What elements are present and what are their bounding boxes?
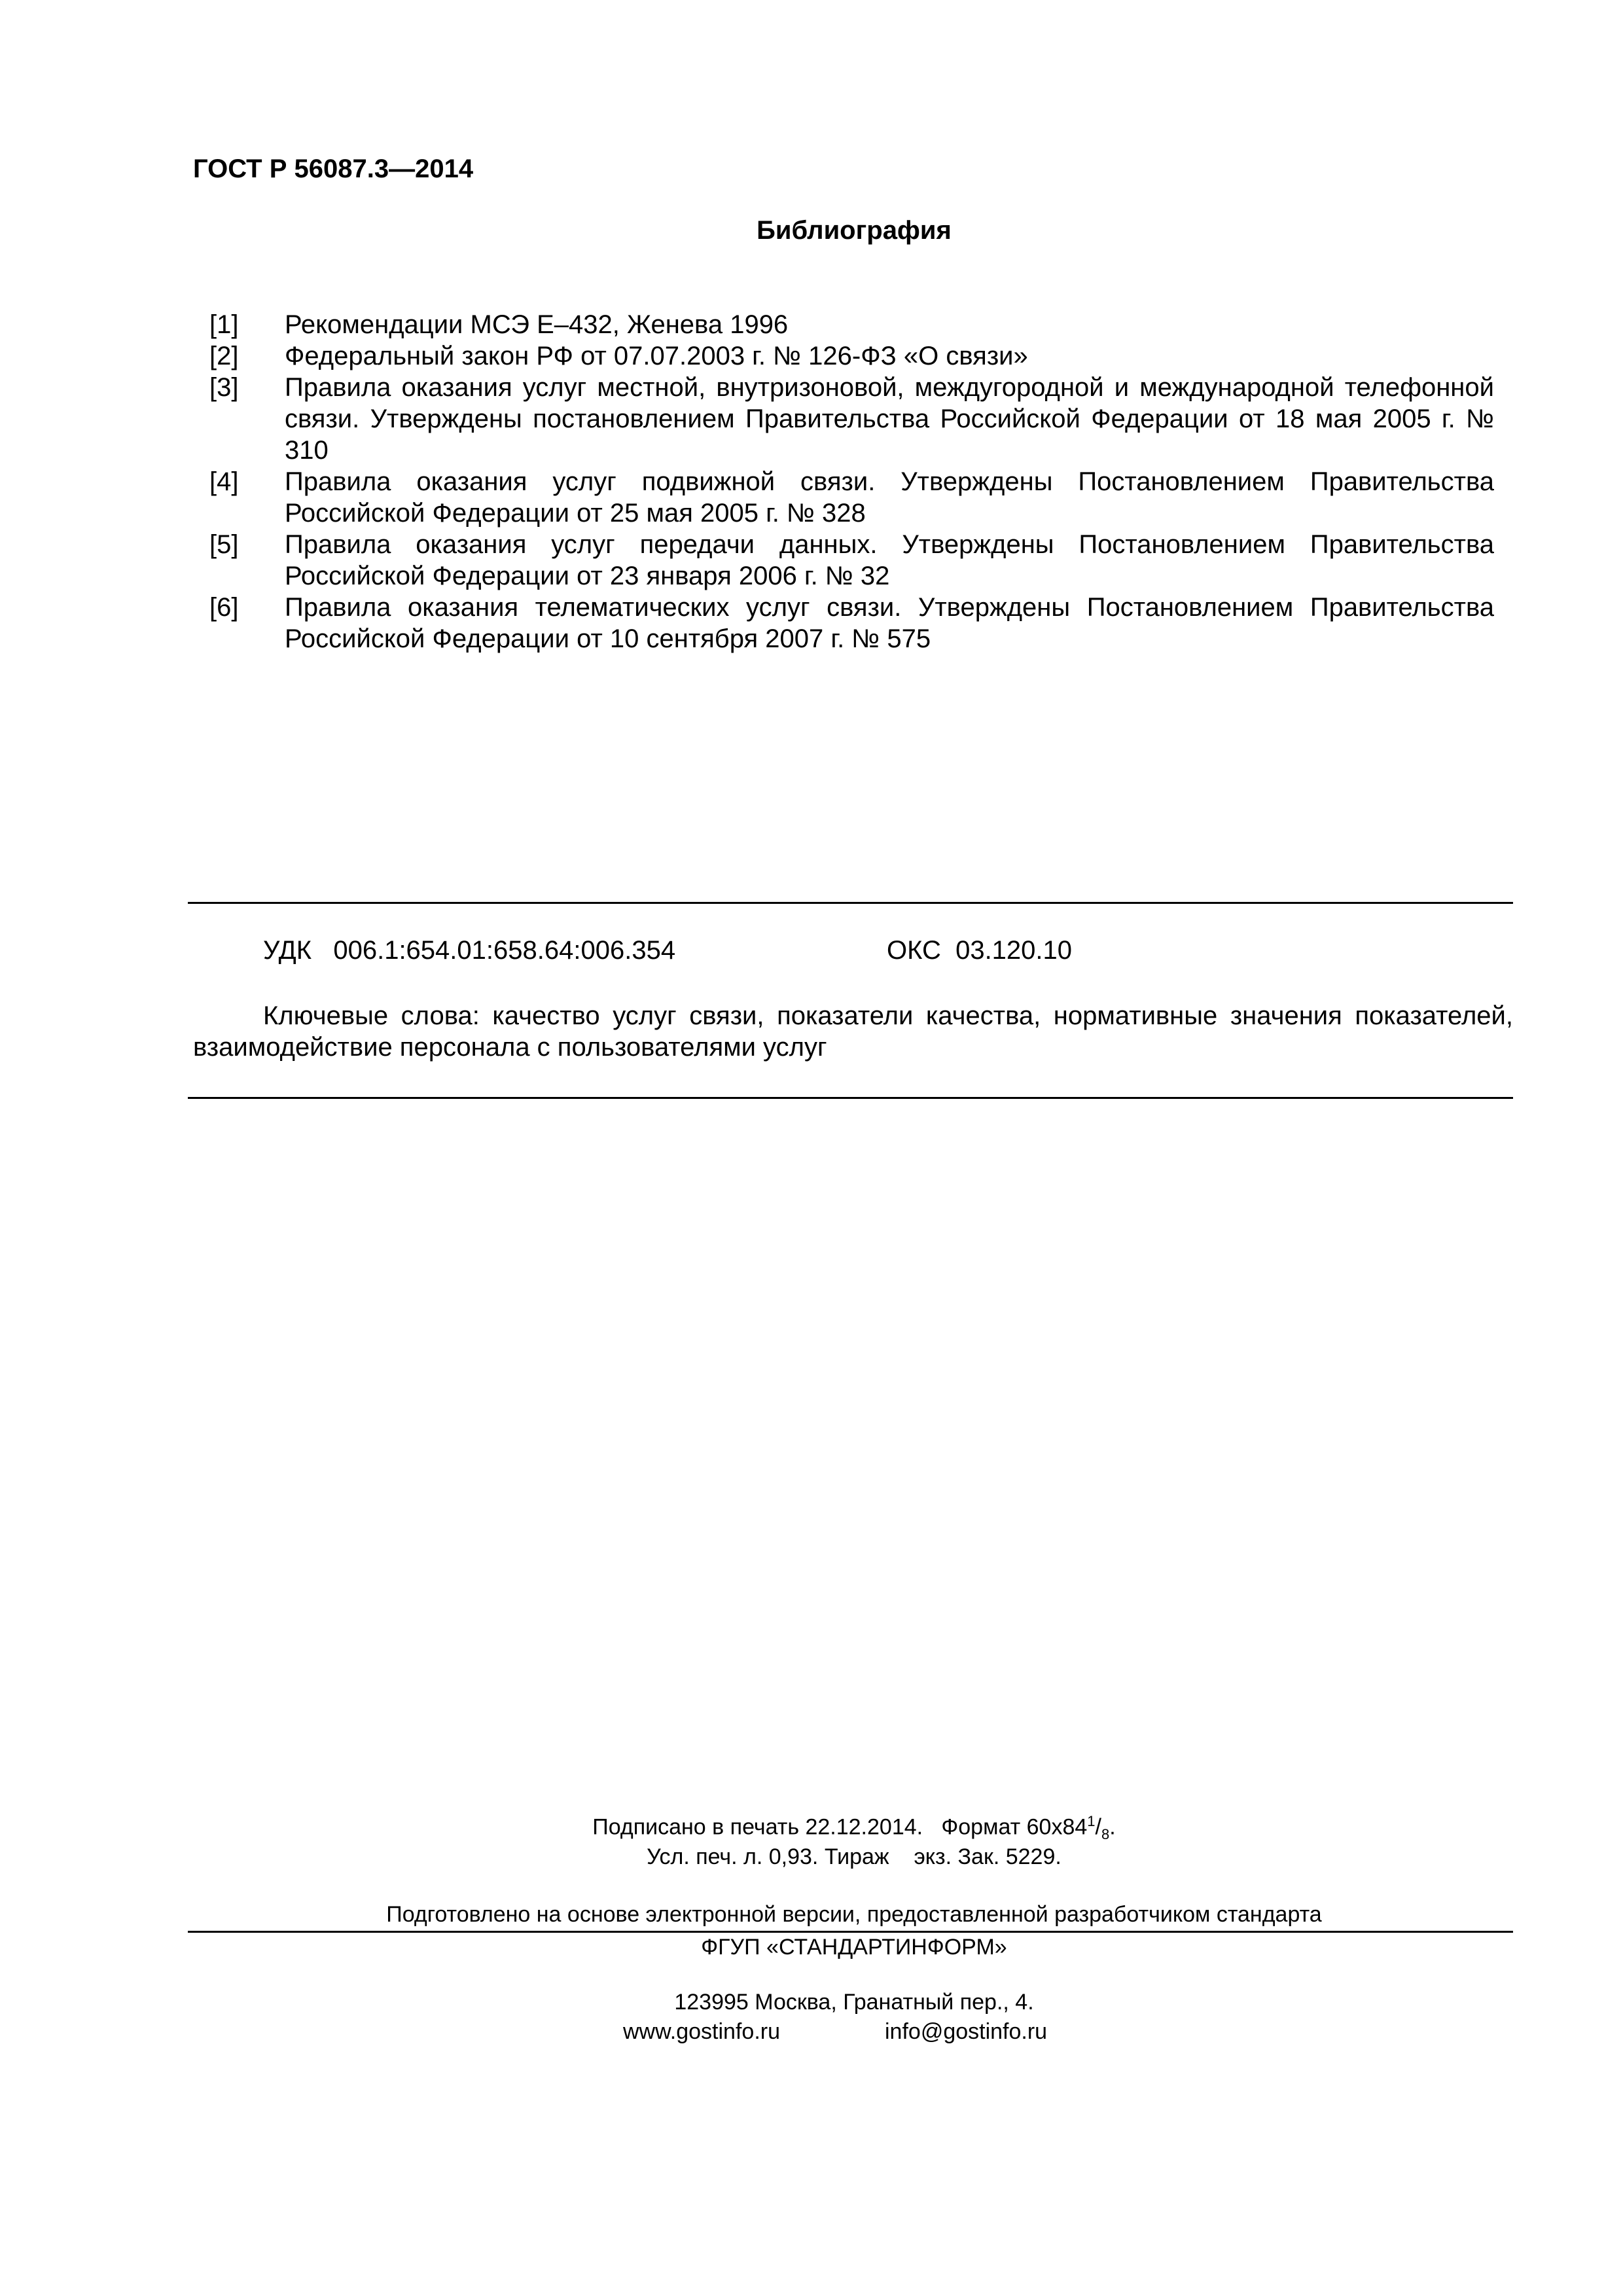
bibliography-item-number: [4] bbox=[209, 467, 239, 496]
bibliography-item-number: [3] bbox=[209, 373, 239, 402]
format-denominator: 8 bbox=[1101, 1826, 1110, 1843]
format-numerator: 1 bbox=[1087, 1813, 1096, 1829]
bibliography-item-text: Рекомендации МСЭ Е–432, Женева 1996 bbox=[285, 310, 789, 339]
divider-bottom bbox=[188, 1097, 1513, 1099]
imprint-print-info: Усл. печ. л. 0,93. Тираж экз. Зак. 5229. bbox=[647, 1844, 1061, 1869]
bibliography-list bbox=[209, 309, 1494, 655]
imprint-prepared: Подготовлено на основе электронной версии, предоставленной разработчиком стандарта bbox=[386, 1902, 1322, 1927]
imprint-signed: Подписано в печать 22.12.2014. Формат $60х84^1/_8$. bbox=[592, 1813, 1116, 1843]
publisher-contacts bbox=[623, 2019, 1047, 2045]
bibliography-item-text: Правила оказания телематических услуг связи. Утверждены Постановлением Правительства Российской Федерации от 10 сентября 2007 г. № 575 bbox=[285, 593, 1494, 653]
bibliography-item bbox=[209, 372, 1494, 466]
bibliography-item-number: [5] bbox=[209, 530, 239, 559]
udk-code: УДК 006.1:654.01:658.64:006.354 bbox=[263, 936, 676, 965]
bibliography-title: Библиография bbox=[757, 216, 952, 245]
bibliography-item-number: [1] bbox=[209, 310, 239, 339]
bibliography-item-number: [6] bbox=[209, 593, 239, 622]
bibliography-item bbox=[209, 592, 1494, 655]
divider-top bbox=[188, 902, 1513, 904]
imprint-divider bbox=[188, 1931, 1513, 1933]
bibliography-item bbox=[209, 309, 1494, 340]
website-link[interactable]: www.gostinfo.ru bbox=[623, 2019, 780, 2044]
publisher-address: 123995 Москва, Гранатный пер., 4. bbox=[674, 1990, 1034, 2015]
bibliography-item-text: Правила оказания услуг передачи данных. Утверждены Постановлением Правительства Российской Федерации от 23 января 2006 г. № 32 bbox=[285, 530, 1494, 590]
email-link[interactable]: info@gostinfo.ru bbox=[885, 2019, 1048, 2044]
bibliography-item bbox=[209, 340, 1494, 372]
bibliography-item bbox=[209, 466, 1494, 529]
document-id: ГОСТ Р 56087.3—2014 bbox=[193, 154, 474, 183]
imprint-signed-text: Подписано в печать 22.12.2014. Формат 60х84 bbox=[592, 1814, 1088, 1840]
bibliography-item bbox=[209, 529, 1494, 592]
bibliography-item-text: Правила оказания услуг подвижной связи. Утверждены Постановлением Правительства Российской Федерации от 25 мая 2005 г. № 328 bbox=[285, 467, 1494, 528]
bibliography-item-text: Федеральный закон РФ от 07.07.2003 г. № 126-ФЗ «О связи» bbox=[285, 342, 1028, 370]
bibliography-item-number: [2] bbox=[209, 342, 239, 370]
oks-code: ОКС 03.120.10 bbox=[887, 936, 1073, 965]
bibliography-item-text: Правила оказания услуг местной, внутризоновой, междугородной и международной телефонной связи. Утверждены постановлением Правительства Российской Федерации от 18 мая 2005 г. № 310 bbox=[285, 373, 1494, 465]
publisher-name: ФГУП «СТАНДАРТИНФОРМ» bbox=[701, 1935, 1007, 1960]
keywords: Ключевые слова: качество услуг связи, показатели качества, нормативные значения показателей, взаимодействие персонала с пользователями услуг bbox=[193, 1001, 1513, 1062]
